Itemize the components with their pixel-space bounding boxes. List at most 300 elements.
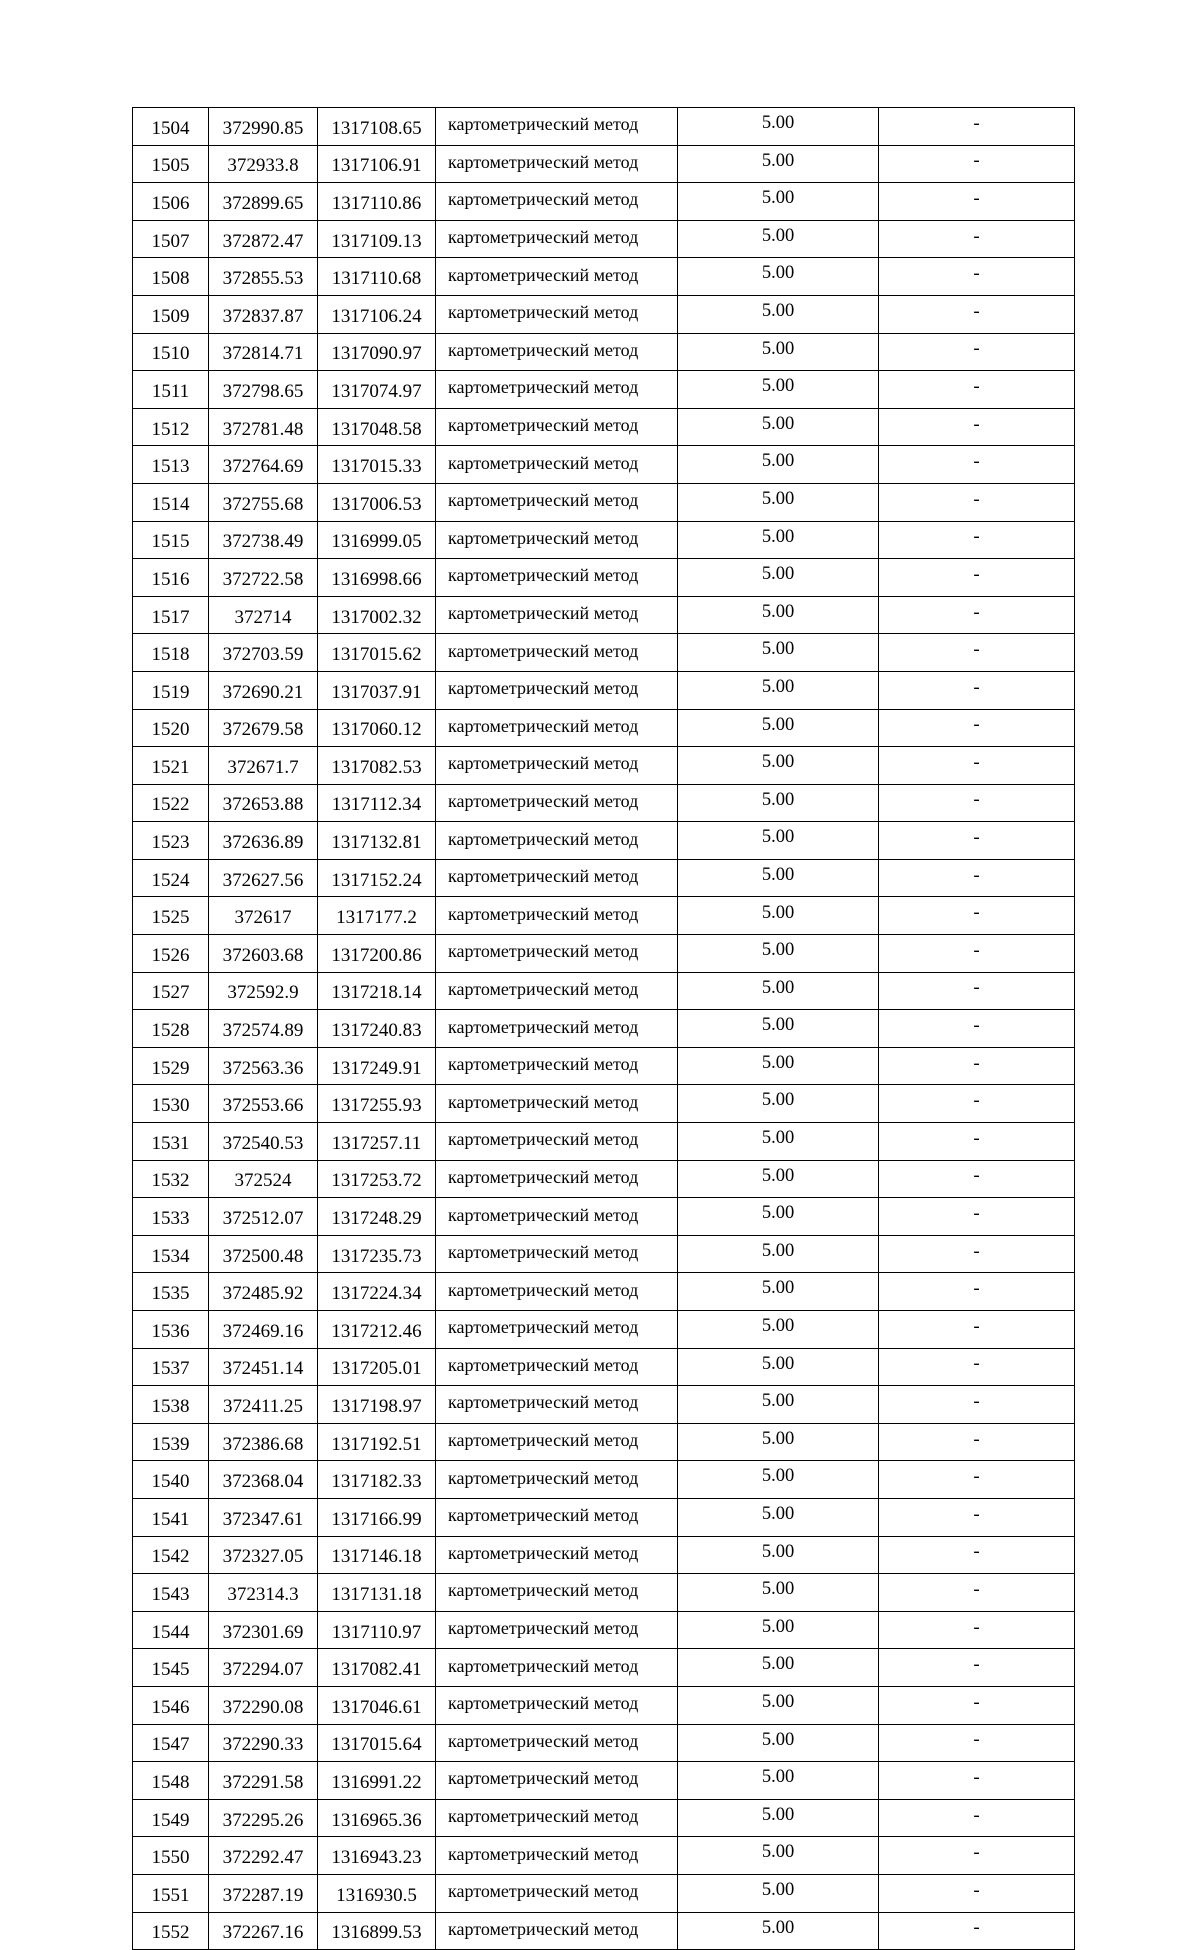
method-cell: картометрический метод xyxy=(436,1574,678,1612)
table-row xyxy=(133,1611,1075,1649)
table-row xyxy=(133,897,1075,935)
method-cell: картометрический метод xyxy=(436,1123,678,1161)
x-coordinate-cell: 372386.68 xyxy=(209,1423,318,1461)
y-coordinate-cell: 1317006.53 xyxy=(318,483,436,521)
method-cell: картометрический метод xyxy=(436,108,678,146)
x-coordinate-cell: 372368.04 xyxy=(209,1461,318,1499)
description-cell: - xyxy=(879,1611,1075,1649)
method-cell: картометрический метод xyxy=(436,1198,678,1236)
x-coordinate-cell: 372814.71 xyxy=(209,333,318,371)
y-coordinate-cell: 1317253.72 xyxy=(318,1160,436,1198)
y-coordinate-cell: 1316899.53 xyxy=(318,1912,436,1950)
y-coordinate-cell: 1317106.91 xyxy=(318,145,436,183)
method-cell: картометрический метод xyxy=(436,897,678,935)
x-coordinate-cell: 372540.53 xyxy=(209,1123,318,1161)
x-coordinate-cell: 372990.85 xyxy=(209,108,318,146)
accuracy-cell: 5.00 xyxy=(678,972,879,1010)
y-coordinate-cell: 1317110.97 xyxy=(318,1611,436,1649)
table-row xyxy=(133,408,1075,446)
y-coordinate-cell: 1317109.13 xyxy=(318,220,436,258)
accuracy-cell: 5.00 xyxy=(678,521,879,559)
accuracy-cell: 5.00 xyxy=(678,1837,879,1875)
accuracy-cell: 5.00 xyxy=(678,108,879,146)
x-coordinate-cell: 372703.59 xyxy=(209,634,318,672)
description-cell: - xyxy=(879,220,1075,258)
table-row xyxy=(133,183,1075,221)
y-coordinate-cell: 1317074.97 xyxy=(318,371,436,409)
x-coordinate-cell: 372603.68 xyxy=(209,935,318,973)
method-cell: картометрический метод xyxy=(436,446,678,484)
table-row xyxy=(133,1123,1075,1161)
accuracy-cell: 5.00 xyxy=(678,145,879,183)
point-number-cell: 1535 xyxy=(133,1273,209,1311)
accuracy-cell: 5.00 xyxy=(678,1311,879,1349)
description-cell: - xyxy=(879,935,1075,973)
description-cell: - xyxy=(879,295,1075,333)
accuracy-cell: 5.00 xyxy=(678,1461,879,1499)
table-row xyxy=(133,1273,1075,1311)
point-number-cell: 1510 xyxy=(133,333,209,371)
method-cell: картометрический метод xyxy=(436,145,678,183)
y-coordinate-cell: 1317106.24 xyxy=(318,295,436,333)
y-coordinate-cell: 1317015.62 xyxy=(318,634,436,672)
table-row xyxy=(133,1762,1075,1800)
table-row xyxy=(133,1874,1075,1912)
y-coordinate-cell: 1316943.23 xyxy=(318,1837,436,1875)
x-coordinate-cell: 372837.87 xyxy=(209,295,318,333)
x-coordinate-cell: 372290.08 xyxy=(209,1686,318,1724)
accuracy-cell: 5.00 xyxy=(678,1235,879,1273)
method-cell: картометрический метод xyxy=(436,596,678,634)
x-coordinate-cell: 372592.9 xyxy=(209,972,318,1010)
accuracy-cell: 5.00 xyxy=(678,1912,879,1950)
description-cell: - xyxy=(879,596,1075,634)
method-cell: картометрический метод xyxy=(436,935,678,973)
table-row xyxy=(133,1912,1075,1950)
description-cell: - xyxy=(879,972,1075,1010)
y-coordinate-cell: 1317048.58 xyxy=(318,408,436,446)
method-cell: картометрический метод xyxy=(436,1461,678,1499)
description-cell: - xyxy=(879,1198,1075,1236)
point-number-cell: 1531 xyxy=(133,1123,209,1161)
table-row xyxy=(133,1423,1075,1461)
description-cell: - xyxy=(879,1311,1075,1349)
x-coordinate-cell: 372292.47 xyxy=(209,1837,318,1875)
accuracy-cell: 5.00 xyxy=(678,1724,879,1762)
y-coordinate-cell: 1317182.33 xyxy=(318,1461,436,1499)
point-number-cell: 1537 xyxy=(133,1348,209,1386)
method-cell: картометрический метод xyxy=(436,1311,678,1349)
method-cell: картометрический метод xyxy=(436,784,678,822)
accuracy-cell: 5.00 xyxy=(678,1611,879,1649)
table-row xyxy=(133,1837,1075,1875)
description-cell: - xyxy=(879,784,1075,822)
x-coordinate-cell: 372690.21 xyxy=(209,671,318,709)
y-coordinate-cell: 1316991.22 xyxy=(318,1762,436,1800)
description-cell: - xyxy=(879,1235,1075,1273)
x-coordinate-cell: 372627.56 xyxy=(209,859,318,897)
table-row xyxy=(133,972,1075,1010)
accuracy-cell: 5.00 xyxy=(678,1874,879,1912)
point-number-cell: 1545 xyxy=(133,1649,209,1687)
x-coordinate-cell: 372764.69 xyxy=(209,446,318,484)
accuracy-cell: 5.00 xyxy=(678,1160,879,1198)
y-coordinate-cell: 1317037.91 xyxy=(318,671,436,709)
accuracy-cell: 5.00 xyxy=(678,897,879,935)
accuracy-cell: 5.00 xyxy=(678,1423,879,1461)
accuracy-cell: 5.00 xyxy=(678,1799,879,1837)
y-coordinate-cell: 1317110.68 xyxy=(318,258,436,296)
method-cell: картометрический метод xyxy=(436,1649,678,1687)
description-cell: - xyxy=(879,1649,1075,1687)
point-number-cell: 1512 xyxy=(133,408,209,446)
description-cell: - xyxy=(879,1912,1075,1950)
table-row xyxy=(133,1047,1075,1085)
description-cell: - xyxy=(879,822,1075,860)
table-row xyxy=(133,258,1075,296)
method-cell: картометрический метод xyxy=(436,371,678,409)
x-coordinate-cell: 372347.61 xyxy=(209,1498,318,1536)
accuracy-cell: 5.00 xyxy=(678,1762,879,1800)
point-number-cell: 1532 xyxy=(133,1160,209,1198)
accuracy-cell: 5.00 xyxy=(678,671,879,709)
accuracy-cell: 5.00 xyxy=(678,784,879,822)
point-number-cell: 1548 xyxy=(133,1762,209,1800)
description-cell: - xyxy=(879,1574,1075,1612)
description-cell: - xyxy=(879,747,1075,785)
method-cell: картометрический метод xyxy=(436,483,678,521)
method-cell: картометрический метод xyxy=(436,822,678,860)
point-number-cell: 1543 xyxy=(133,1574,209,1612)
description-cell: - xyxy=(879,1085,1075,1123)
description-cell: - xyxy=(879,333,1075,371)
method-cell: картометрический метод xyxy=(436,859,678,897)
point-number-cell: 1551 xyxy=(133,1874,209,1912)
method-cell: картометрический метод xyxy=(436,1498,678,1536)
table-row xyxy=(133,108,1075,146)
table-row xyxy=(133,1799,1075,1837)
table-row xyxy=(133,747,1075,785)
description-cell: - xyxy=(879,634,1075,672)
accuracy-cell: 5.00 xyxy=(678,183,879,221)
point-number-cell: 1527 xyxy=(133,972,209,1010)
description-cell: - xyxy=(879,1423,1075,1461)
x-coordinate-cell: 372314.3 xyxy=(209,1574,318,1612)
point-number-cell: 1539 xyxy=(133,1423,209,1461)
method-cell: картометрический метод xyxy=(436,333,678,371)
point-number-cell: 1517 xyxy=(133,596,209,634)
table-row xyxy=(133,1649,1075,1687)
description-cell: - xyxy=(879,1010,1075,1048)
description-cell: - xyxy=(879,1536,1075,1574)
accuracy-cell: 5.00 xyxy=(678,747,879,785)
description-cell: - xyxy=(879,145,1075,183)
accuracy-cell: 5.00 xyxy=(678,1386,879,1424)
x-coordinate-cell: 372722.58 xyxy=(209,559,318,597)
accuracy-cell: 5.00 xyxy=(678,1498,879,1536)
description-cell: - xyxy=(879,1762,1075,1800)
description-cell: - xyxy=(879,258,1075,296)
table-row xyxy=(133,634,1075,672)
method-cell: картометрический метод xyxy=(436,559,678,597)
point-number-cell: 1538 xyxy=(133,1386,209,1424)
point-number-cell: 1552 xyxy=(133,1912,209,1950)
method-cell: картометрический метод xyxy=(436,1536,678,1574)
table-row xyxy=(133,1010,1075,1048)
y-coordinate-cell: 1317152.24 xyxy=(318,859,436,897)
y-coordinate-cell: 1317224.34 xyxy=(318,1273,436,1311)
y-coordinate-cell: 1317192.51 xyxy=(318,1423,436,1461)
point-number-cell: 1514 xyxy=(133,483,209,521)
accuracy-cell: 5.00 xyxy=(678,1085,879,1123)
method-cell: картометрический метод xyxy=(436,747,678,785)
y-coordinate-cell: 1317255.93 xyxy=(318,1085,436,1123)
point-number-cell: 1516 xyxy=(133,559,209,597)
method-cell: картометрический метод xyxy=(436,1912,678,1950)
accuracy-cell: 5.00 xyxy=(678,483,879,521)
table-row xyxy=(133,1348,1075,1386)
method-cell: картометрический метод xyxy=(436,1160,678,1198)
description-cell: - xyxy=(879,559,1075,597)
x-coordinate-cell: 372872.47 xyxy=(209,220,318,258)
y-coordinate-cell: 1317131.18 xyxy=(318,1574,436,1612)
x-coordinate-cell: 372524 xyxy=(209,1160,318,1198)
point-number-cell: 1536 xyxy=(133,1311,209,1349)
table-row xyxy=(133,822,1075,860)
table-row xyxy=(133,935,1075,973)
x-coordinate-cell: 372933.8 xyxy=(209,145,318,183)
point-number-cell: 1508 xyxy=(133,258,209,296)
y-coordinate-cell: 1316998.66 xyxy=(318,559,436,597)
accuracy-cell: 5.00 xyxy=(678,258,879,296)
description-cell: - xyxy=(879,1273,1075,1311)
x-coordinate-cell: 372781.48 xyxy=(209,408,318,446)
x-coordinate-cell: 372290.33 xyxy=(209,1724,318,1762)
point-number-cell: 1511 xyxy=(133,371,209,409)
point-number-cell: 1544 xyxy=(133,1611,209,1649)
x-coordinate-cell: 372636.89 xyxy=(209,822,318,860)
point-number-cell: 1546 xyxy=(133,1686,209,1724)
point-number-cell: 1504 xyxy=(133,108,209,146)
table-row xyxy=(133,483,1075,521)
method-cell: картометрический метод xyxy=(436,1762,678,1800)
accuracy-cell: 5.00 xyxy=(678,446,879,484)
point-number-cell: 1509 xyxy=(133,295,209,333)
x-coordinate-cell: 372714 xyxy=(209,596,318,634)
method-cell: картометрический метод xyxy=(436,1235,678,1273)
accuracy-cell: 5.00 xyxy=(678,559,879,597)
x-coordinate-cell: 372287.19 xyxy=(209,1874,318,1912)
table-row xyxy=(133,371,1075,409)
y-coordinate-cell: 1317205.01 xyxy=(318,1348,436,1386)
point-number-cell: 1541 xyxy=(133,1498,209,1536)
point-number-cell: 1520 xyxy=(133,709,209,747)
accuracy-cell: 5.00 xyxy=(678,1198,879,1236)
accuracy-cell: 5.00 xyxy=(678,333,879,371)
x-coordinate-cell: 372294.07 xyxy=(209,1649,318,1687)
description-cell: - xyxy=(879,1386,1075,1424)
point-number-cell: 1540 xyxy=(133,1461,209,1499)
y-coordinate-cell: 1317090.97 xyxy=(318,333,436,371)
x-coordinate-cell: 372301.69 xyxy=(209,1611,318,1649)
x-coordinate-cell: 372574.89 xyxy=(209,1010,318,1048)
description-cell: - xyxy=(879,1123,1075,1161)
description-cell: - xyxy=(879,108,1075,146)
description-cell: - xyxy=(879,408,1075,446)
point-number-cell: 1526 xyxy=(133,935,209,973)
table-row xyxy=(133,859,1075,897)
method-cell: картометрический метод xyxy=(436,521,678,559)
method-cell: картометрический метод xyxy=(436,1085,678,1123)
description-cell: - xyxy=(879,521,1075,559)
description-cell: - xyxy=(879,483,1075,521)
table-row xyxy=(133,1235,1075,1273)
x-coordinate-cell: 372327.05 xyxy=(209,1536,318,1574)
y-coordinate-cell: 1317146.18 xyxy=(318,1536,436,1574)
method-cell: картометрический метод xyxy=(436,709,678,747)
x-coordinate-cell: 372451.14 xyxy=(209,1348,318,1386)
point-number-cell: 1507 xyxy=(133,220,209,258)
method-cell: картометрический метод xyxy=(436,295,678,333)
table-body xyxy=(133,108,1075,1950)
accuracy-cell: 5.00 xyxy=(678,859,879,897)
description-cell: - xyxy=(879,1799,1075,1837)
table-row xyxy=(133,446,1075,484)
accuracy-cell: 5.00 xyxy=(678,1047,879,1085)
description-cell: - xyxy=(879,671,1075,709)
method-cell: картометрический метод xyxy=(436,1348,678,1386)
y-coordinate-cell: 1317249.91 xyxy=(318,1047,436,1085)
description-cell: - xyxy=(879,1498,1075,1536)
accuracy-cell: 5.00 xyxy=(678,220,879,258)
y-coordinate-cell: 1317166.99 xyxy=(318,1498,436,1536)
method-cell: картометрический метод xyxy=(436,1611,678,1649)
accuracy-cell: 5.00 xyxy=(678,822,879,860)
y-coordinate-cell: 1317248.29 xyxy=(318,1198,436,1236)
y-coordinate-cell: 1317212.46 xyxy=(318,1311,436,1349)
y-coordinate-cell: 1317257.11 xyxy=(318,1123,436,1161)
table-row xyxy=(133,784,1075,822)
method-cell: картометрический метод xyxy=(436,1010,678,1048)
accuracy-cell: 5.00 xyxy=(678,709,879,747)
point-number-cell: 1525 xyxy=(133,897,209,935)
accuracy-cell: 5.00 xyxy=(678,596,879,634)
method-cell: картометрический метод xyxy=(436,1724,678,1762)
y-coordinate-cell: 1316965.36 xyxy=(318,1799,436,1837)
description-cell: - xyxy=(879,1874,1075,1912)
table-row xyxy=(133,1386,1075,1424)
method-cell: картометрический метод xyxy=(436,1837,678,1875)
accuracy-cell: 5.00 xyxy=(678,1686,879,1724)
x-coordinate-cell: 372899.65 xyxy=(209,183,318,221)
x-coordinate-cell: 372679.58 xyxy=(209,709,318,747)
point-number-cell: 1523 xyxy=(133,822,209,860)
x-coordinate-cell: 372485.92 xyxy=(209,1273,318,1311)
y-coordinate-cell: 1317046.61 xyxy=(318,1686,436,1724)
table-row xyxy=(133,1498,1075,1536)
point-number-cell: 1549 xyxy=(133,1799,209,1837)
y-coordinate-cell: 1317015.64 xyxy=(318,1724,436,1762)
point-number-cell: 1547 xyxy=(133,1724,209,1762)
accuracy-cell: 5.00 xyxy=(678,371,879,409)
table-row xyxy=(133,559,1075,597)
x-coordinate-cell: 372617 xyxy=(209,897,318,935)
x-coordinate-cell: 372755.68 xyxy=(209,483,318,521)
point-number-cell: 1530 xyxy=(133,1085,209,1123)
method-cell: картометрический метод xyxy=(436,408,678,446)
x-coordinate-cell: 372855.53 xyxy=(209,258,318,296)
table-row xyxy=(133,295,1075,333)
y-coordinate-cell: 1317110.86 xyxy=(318,183,436,221)
description-cell: - xyxy=(879,1160,1075,1198)
accuracy-cell: 5.00 xyxy=(678,1123,879,1161)
point-number-cell: 1529 xyxy=(133,1047,209,1085)
x-coordinate-cell: 372411.25 xyxy=(209,1386,318,1424)
x-coordinate-cell: 372500.48 xyxy=(209,1235,318,1273)
accuracy-cell: 5.00 xyxy=(678,634,879,672)
y-coordinate-cell: 1317240.83 xyxy=(318,1010,436,1048)
table-row xyxy=(133,1311,1075,1349)
point-number-cell: 1542 xyxy=(133,1536,209,1574)
y-coordinate-cell: 1317200.86 xyxy=(318,935,436,973)
table-row xyxy=(133,521,1075,559)
y-coordinate-cell: 1317198.97 xyxy=(318,1386,436,1424)
point-number-cell: 1513 xyxy=(133,446,209,484)
y-coordinate-cell: 1317235.73 xyxy=(318,1235,436,1273)
description-cell: - xyxy=(879,1724,1075,1762)
table-row xyxy=(133,1574,1075,1612)
point-number-cell: 1519 xyxy=(133,671,209,709)
point-number-cell: 1521 xyxy=(133,747,209,785)
method-cell: картометрический метод xyxy=(436,1273,678,1311)
description-cell: - xyxy=(879,709,1075,747)
table-row xyxy=(133,1085,1075,1123)
x-coordinate-cell: 372653.88 xyxy=(209,784,318,822)
y-coordinate-cell: 1317002.32 xyxy=(318,596,436,634)
method-cell: картометрический метод xyxy=(436,1799,678,1837)
point-number-cell: 1522 xyxy=(133,784,209,822)
accuracy-cell: 5.00 xyxy=(678,1348,879,1386)
accuracy-cell: 5.00 xyxy=(678,1536,879,1574)
y-coordinate-cell: 1317132.81 xyxy=(318,822,436,860)
accuracy-cell: 5.00 xyxy=(678,1273,879,1311)
method-cell: картометрический метод xyxy=(436,671,678,709)
table-row xyxy=(133,1198,1075,1236)
table-row xyxy=(133,1461,1075,1499)
point-number-cell: 1528 xyxy=(133,1010,209,1048)
coordinates-table xyxy=(132,107,1075,1950)
x-coordinate-cell: 372563.36 xyxy=(209,1047,318,1085)
y-coordinate-cell: 1316999.05 xyxy=(318,521,436,559)
x-coordinate-cell: 372469.16 xyxy=(209,1311,318,1349)
table-row xyxy=(133,1724,1075,1762)
description-cell: - xyxy=(879,446,1075,484)
y-coordinate-cell: 1316930.5 xyxy=(318,1874,436,1912)
table-row xyxy=(133,333,1075,371)
point-number-cell: 1533 xyxy=(133,1198,209,1236)
method-cell: картометрический метод xyxy=(436,1047,678,1085)
method-cell: картометрический метод xyxy=(436,1386,678,1424)
table-row xyxy=(133,1160,1075,1198)
table-row xyxy=(133,220,1075,258)
point-number-cell: 1505 xyxy=(133,145,209,183)
x-coordinate-cell: 372291.58 xyxy=(209,1762,318,1800)
y-coordinate-cell: 1317082.41 xyxy=(318,1649,436,1687)
accuracy-cell: 5.00 xyxy=(678,408,879,446)
x-coordinate-cell: 372295.26 xyxy=(209,1799,318,1837)
x-coordinate-cell: 372512.07 xyxy=(209,1198,318,1236)
point-number-cell: 1534 xyxy=(133,1235,209,1273)
